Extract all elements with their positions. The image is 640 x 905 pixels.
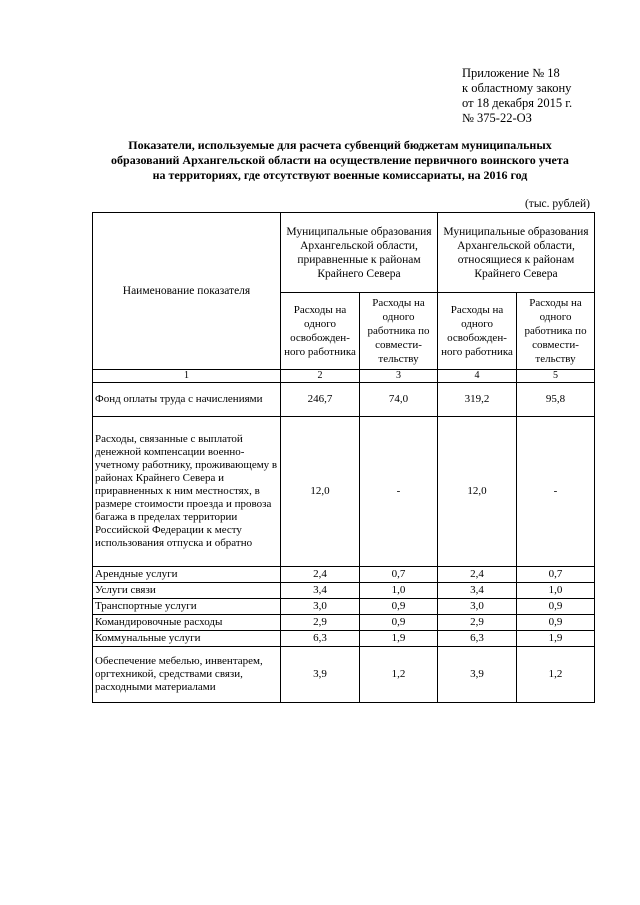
indicator-name: Арендные услуги (93, 567, 281, 583)
indicator-name: Фонд оплаты труда с начислениями (93, 383, 281, 417)
header-name-cell: Наименование показателя (93, 213, 281, 370)
table-row (93, 631, 595, 647)
value-cell: 246,7 (281, 383, 360, 417)
column-number: 3 (360, 370, 438, 383)
appendix-line: от 18 декабря 2015 г. (462, 96, 573, 110)
value-cell: 0,9 (517, 599, 595, 615)
value-cell: 3,4 (281, 583, 360, 599)
value-cell: 2,4 (281, 567, 360, 583)
table-header-row (93, 213, 595, 293)
column-number: 5 (517, 370, 595, 383)
value-cell: 3,0 (438, 599, 517, 615)
column-number: 1 (93, 370, 281, 383)
value-cell: 3,0 (281, 599, 360, 615)
indicator-name: Командировочные расходы (93, 615, 281, 631)
value-cell: 12,0 (281, 417, 360, 567)
value-cell: 2,4 (438, 567, 517, 583)
table-row (93, 583, 595, 599)
value-cell: 1,0 (360, 583, 438, 599)
value-cell: 6,3 (438, 631, 517, 647)
table-row (93, 417, 595, 567)
value-cell: 0,7 (517, 567, 595, 583)
column-number: 2 (281, 370, 360, 383)
document-title (90, 138, 590, 183)
value-cell: 1,9 (517, 631, 595, 647)
value-cell: 0,9 (360, 615, 438, 631)
value-cell: 3,4 (438, 583, 517, 599)
subheader-cell: Расходы на одного освобожден-ного работника (438, 293, 517, 370)
subheader-cell: Расходы на одного освобожден-ного работника (281, 293, 360, 370)
table-row (93, 567, 595, 583)
value-cell: 319,2 (438, 383, 517, 417)
value-cell: 3,9 (281, 647, 360, 703)
value-cell: - (360, 417, 438, 567)
value-cell: 3,9 (438, 647, 517, 703)
header-group-2: Муниципальные образования Архангельской области, относящиеся к районам Крайнего Севера (438, 213, 595, 293)
title-line: образований Архангельской области на осуществление первичного воинского учета (111, 153, 569, 167)
value-cell: 1,0 (517, 583, 595, 599)
value-cell: 95,8 (517, 383, 595, 417)
table-row (93, 599, 595, 615)
value-cell: 1,2 (517, 647, 595, 703)
units-label: (тыс. рублей) (524, 198, 590, 210)
column-number-row (93, 370, 595, 383)
value-cell: 12,0 (438, 417, 517, 567)
value-cell: 0,9 (517, 615, 595, 631)
indicator-name: Обеспечение мебелью, инвентарем, оргтехникой, средствами связи, расходными материалами (93, 647, 281, 703)
appendix-header (462, 66, 572, 126)
title-line: Показатели, используемые для расчета субвенций бюджетам муниципальных (128, 138, 552, 152)
indicator-name: Услуги связи (93, 583, 281, 599)
value-cell: 74,0 (360, 383, 438, 417)
table-row (93, 647, 595, 703)
column-number: 4 (438, 370, 517, 383)
appendix-line: № 375-22-ОЗ (462, 111, 532, 125)
value-cell: 0,7 (360, 567, 438, 583)
value-cell: 1,9 (360, 631, 438, 647)
value-cell: 0,9 (360, 599, 438, 615)
subheader-cell: Расходы на одного работника по совмести-тельству (517, 293, 595, 370)
indicator-name: Расходы, связанные с выплатой денежной компенсации военно-учетному работнику, проживающему в районах Крайнего Севера и приравненных к ним местностях, в размере стоимости проезда и провоза багажа в пределах территории Российской Федерации к месту использования отпуска и обратно (93, 417, 281, 567)
value-cell: 6,3 (281, 631, 360, 647)
indicator-name: Транспортные услуги (93, 599, 281, 615)
subheader-cell: Расходы на одного работника по совмести-тельству (360, 293, 438, 370)
header-group-1: Муниципальные образования Архангельской области, приравненные к районам Крайнего Севера (281, 213, 438, 293)
value-cell: 2,9 (438, 615, 517, 631)
title-line: на территориях, где отсутствуют военные комиссариаты, на 2016 год (152, 168, 528, 182)
indicators-table (92, 212, 595, 703)
table-row (93, 383, 595, 417)
indicator-name: Коммунальные услуги (93, 631, 281, 647)
appendix-line: к областному закону (462, 81, 572, 95)
table-row (93, 615, 595, 631)
appendix-line: Приложение № 18 (462, 66, 560, 80)
value-cell: 2,9 (281, 615, 360, 631)
value-cell: - (517, 417, 595, 567)
value-cell: 1,2 (360, 647, 438, 703)
